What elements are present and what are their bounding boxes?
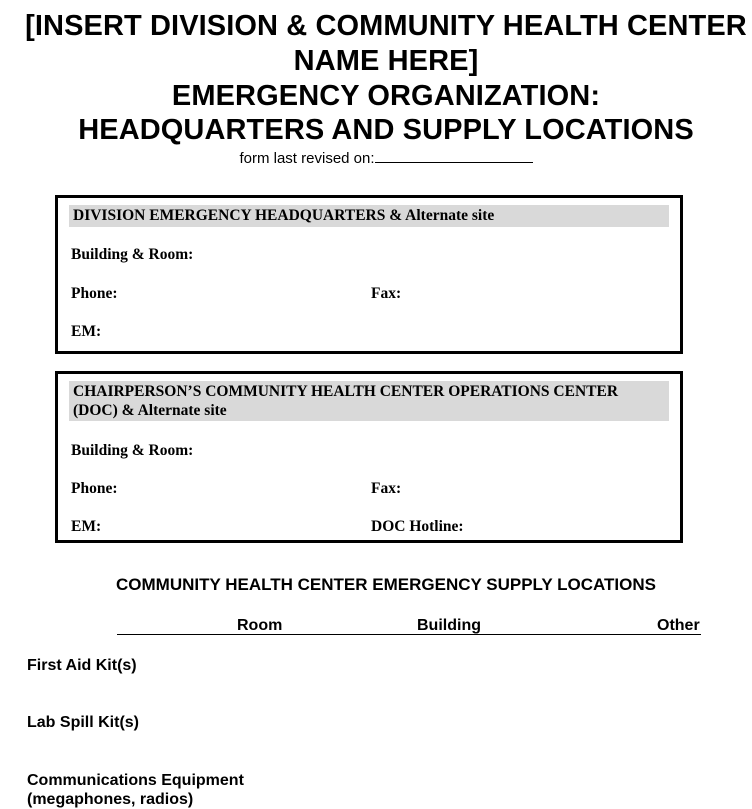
operations-center-header-line-2: (DOC) & Alternate site xyxy=(73,402,227,419)
supply-columns-header xyxy=(117,616,701,635)
em-label: EM: xyxy=(71,518,102,535)
doc-hotline-label: DOC Hotline: xyxy=(371,518,464,535)
building-room-label: Building & Room: xyxy=(71,246,194,263)
em-label: EM: xyxy=(71,323,102,340)
division-headquarters-box xyxy=(55,195,683,354)
revised-date-blank[interactable] xyxy=(375,149,533,163)
column-building: Building xyxy=(417,617,481,634)
title-line-1: [INSERT DIVISION & COMMUNITY HEALTH CENTER xyxy=(25,10,747,42)
column-other: Other xyxy=(657,617,700,634)
title-line-4: HEADQUARTERS AND SUPPLY LOCATIONS xyxy=(78,114,694,146)
supply-item-lab-spill: Lab Spill Kit(s) xyxy=(27,714,139,731)
title-line-3: EMERGENCY ORGANIZATION: xyxy=(171,80,601,112)
fax-label: Fax: xyxy=(371,285,402,302)
supply-locations-title: COMMUNITY HEALTH CENTER EMERGENCY SUPPLY LOCATIONS xyxy=(116,575,656,594)
supply-item-first-aid: First Aid Kit(s) xyxy=(27,657,137,674)
operations-center-header xyxy=(69,381,669,421)
title-line-2: NAME HERE] xyxy=(293,45,479,77)
supply-item-communications-detail: (megaphones, radios) xyxy=(27,791,194,808)
revised-label: form last revised on: xyxy=(239,150,375,167)
operations-center-header-line-1: CHAIRPERSON’S COMMUNITY HEALTH CENTER OPERATIONS CENTER xyxy=(73,383,619,400)
building-room-label: Building & Room: xyxy=(71,442,194,459)
division-headquarters-header: DIVISION EMERGENCY HEADQUARTERS & Alternate site xyxy=(69,205,669,227)
form-revised-line xyxy=(0,149,752,168)
phone-label: Phone: xyxy=(71,480,118,497)
fax-label: Fax: xyxy=(371,480,402,497)
column-room: Room xyxy=(237,617,283,634)
supply-item-communications: Communications Equipment xyxy=(27,772,244,789)
operations-center-box xyxy=(55,371,683,543)
phone-label: Phone: xyxy=(71,285,118,302)
